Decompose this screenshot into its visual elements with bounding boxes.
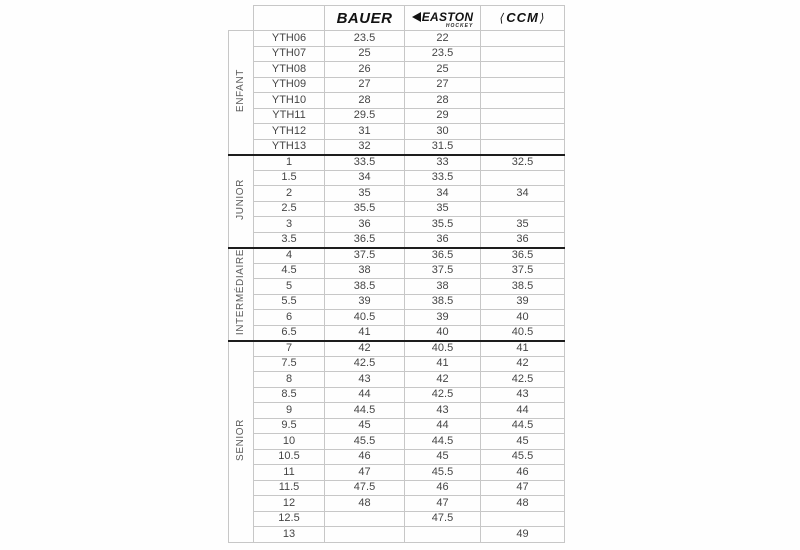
easton-cell: 25: [405, 62, 481, 78]
table-row: [229, 93, 565, 109]
size-cell: 8: [254, 372, 325, 388]
ccm-cell: [481, 108, 565, 124]
bauer-cell: 47.5: [325, 480, 405, 496]
easton-cell: 41: [405, 356, 481, 372]
header-size-cell: [254, 6, 325, 31]
table-row: [229, 418, 565, 434]
size-cell: 4: [254, 248, 325, 264]
bauer-cell: 36: [325, 217, 405, 233]
bauer-cell: 28: [325, 93, 405, 109]
ccm-cell: 38.5: [481, 279, 565, 295]
easton-cell: 45: [405, 449, 481, 465]
easton-cell: 40.5: [405, 341, 481, 357]
ccm-cell: 36: [481, 232, 565, 248]
size-cell: 10: [254, 434, 325, 450]
ccm-cell: 41: [481, 341, 565, 357]
size-cell: 9.5: [254, 418, 325, 434]
bauer-cell: 37.5: [325, 248, 405, 264]
table-row: [229, 279, 565, 295]
size-cell: YTH08: [254, 62, 325, 78]
section-label-intermediaire: [229, 248, 254, 341]
easton-cell: 47: [405, 496, 481, 512]
bauer-cell: 44.5: [325, 403, 405, 419]
ccm-cell: 45.5: [481, 449, 565, 465]
bauer-cell: 32: [325, 139, 405, 155]
size-cell: 11: [254, 465, 325, 481]
table-row: [229, 77, 565, 93]
section-label-text: INTERMÉDIAIRE: [235, 249, 246, 336]
size-cell: YTH07: [254, 46, 325, 62]
bauer-cell: 35.5: [325, 201, 405, 217]
table-row: [229, 387, 565, 403]
table-row: [229, 341, 565, 357]
table-row: [229, 139, 565, 155]
size-cell: YTH06: [254, 31, 325, 47]
easton-arrow-icon: [412, 12, 421, 22]
table-row: [229, 232, 565, 248]
size-cell: 6: [254, 310, 325, 326]
ccm-cell: 46: [481, 465, 565, 481]
size-cell: 7: [254, 341, 325, 357]
ccm-logo: ⟨ CCM ⟩: [500, 10, 546, 25]
size-cell: 3.5: [254, 232, 325, 248]
size-cell: 6.5: [254, 325, 325, 341]
size-cell: 2: [254, 186, 325, 202]
ccm-cell: [481, 77, 565, 93]
section-label-text: JUNIOR: [235, 179, 246, 220]
ccm-cell: 44: [481, 403, 565, 419]
size-cell: 5.5: [254, 294, 325, 310]
easton-cell: 22: [405, 31, 481, 47]
ccm-cell: 47: [481, 480, 565, 496]
bauer-logo: BAUER: [336, 9, 393, 27]
bauer-cell: 42: [325, 341, 405, 357]
size-cell: 3: [254, 217, 325, 233]
size-cell: 12: [254, 496, 325, 512]
size-cell: YTH10: [254, 93, 325, 109]
header-easton-cell: [405, 6, 481, 31]
ccm-cell: [481, 62, 565, 78]
table-row: [229, 46, 565, 62]
bauer-cell: 45.5: [325, 434, 405, 450]
table-row: [229, 263, 565, 279]
bauer-cell: 38.5: [325, 279, 405, 295]
ccm-cell: [481, 139, 565, 155]
easton-cell: 29: [405, 108, 481, 124]
ccm-cell: [481, 31, 565, 47]
ccm-cell: 36.5: [481, 248, 565, 264]
size-cell: YTH12: [254, 124, 325, 140]
easton-cell: 46: [405, 480, 481, 496]
table-row: [229, 372, 565, 388]
size-cell: YTH11: [254, 108, 325, 124]
ccm-cell: 48: [481, 496, 565, 512]
header-spacer: [229, 6, 254, 31]
header-bauer-cell: [325, 6, 405, 31]
bauer-cell: 38: [325, 263, 405, 279]
section-label-text: ENFANT: [235, 69, 246, 113]
size-cell: 5: [254, 279, 325, 295]
table-row: [229, 403, 565, 419]
bauer-cell: 26: [325, 62, 405, 78]
ccm-cell: 39: [481, 294, 565, 310]
header-ccm-cell: [481, 6, 565, 31]
bauer-cell: 46: [325, 449, 405, 465]
section-label-junior: [229, 155, 254, 248]
table-row: [229, 465, 565, 481]
table-row: [229, 108, 565, 124]
size-cell: 9: [254, 403, 325, 419]
bauer-cell: 40.5: [325, 310, 405, 326]
easton-logo: [412, 10, 474, 29]
size-cell: 11.5: [254, 480, 325, 496]
easton-cell: 45.5: [405, 465, 481, 481]
size-cell: 1: [254, 155, 325, 171]
easton-cell: 39: [405, 310, 481, 326]
easton-cell: 23.5: [405, 46, 481, 62]
bauer-cell: 25: [325, 46, 405, 62]
ccm-cell: 45: [481, 434, 565, 450]
easton-logo-text: EASTON: [421, 10, 474, 24]
bauer-cell: 27: [325, 77, 405, 93]
bauer-cell: 48: [325, 496, 405, 512]
bauer-cell: 41: [325, 325, 405, 341]
bauer-cell: 39: [325, 294, 405, 310]
bauer-cell: 42.5: [325, 356, 405, 372]
easton-cell: 33: [405, 155, 481, 171]
size-cell: 4.5: [254, 263, 325, 279]
table-row: [229, 294, 565, 310]
easton-cell: 43: [405, 403, 481, 419]
table-row: [229, 496, 565, 512]
bauer-cell: 33.5: [325, 155, 405, 171]
easton-cell: 42.5: [405, 387, 481, 403]
size-cell: 7.5: [254, 356, 325, 372]
table-body: [229, 31, 565, 543]
table-row: [229, 449, 565, 465]
ccm-cell: 42.5: [481, 372, 565, 388]
bauer-cell: 34: [325, 170, 405, 186]
bauer-cell: 35: [325, 186, 405, 202]
ccm-cell: 34: [481, 186, 565, 202]
easton-cell: 34: [405, 186, 481, 202]
table-row: [229, 201, 565, 217]
easton-cell: 30: [405, 124, 481, 140]
size-cell: 10.5: [254, 449, 325, 465]
easton-cell: 37.5: [405, 263, 481, 279]
ccm-cell: 40.5: [481, 325, 565, 341]
table-row: [229, 356, 565, 372]
table-row: [229, 170, 565, 186]
easton-cell: 33.5: [405, 170, 481, 186]
table-row: [229, 124, 565, 140]
bauer-cell: 36.5: [325, 232, 405, 248]
ccm-cell: 43: [481, 387, 565, 403]
bauer-cell: 45: [325, 418, 405, 434]
bauer-cell: 23.5: [325, 31, 405, 47]
easton-cell: 44: [405, 418, 481, 434]
easton-cell: 40: [405, 325, 481, 341]
table-row: [229, 511, 565, 527]
table-row: [229, 62, 565, 78]
easton-cell: 44.5: [405, 434, 481, 450]
table-row: [229, 310, 565, 326]
size-cell: 12.5: [254, 511, 325, 527]
section-label-enfant: [229, 31, 254, 155]
table-row: [229, 155, 565, 171]
skate-size-table: [228, 5, 565, 543]
ccm-cell: 37.5: [481, 263, 565, 279]
easton-cell: 35.5: [405, 217, 481, 233]
size-cell: 8.5: [254, 387, 325, 403]
size-cell: 1.5: [254, 170, 325, 186]
ccm-cell: 42: [481, 356, 565, 372]
size-cell: YTH09: [254, 77, 325, 93]
easton-cell: [405, 527, 481, 543]
ccm-cell: [481, 511, 565, 527]
ccm-cell: 49: [481, 527, 565, 543]
bauer-cell: 31: [325, 124, 405, 140]
section-label-text: SENIOR: [235, 419, 246, 461]
easton-logo-subtext: HOCKEY: [445, 23, 474, 29]
easton-cell: 38: [405, 279, 481, 295]
easton-cell: 42: [405, 372, 481, 388]
bauer-cell: 43: [325, 372, 405, 388]
header-row: [229, 6, 565, 31]
ccm-cell: 35: [481, 217, 565, 233]
size-cell: YTH13: [254, 139, 325, 155]
ccm-cell: 44.5: [481, 418, 565, 434]
easton-cell: 35: [405, 201, 481, 217]
table-row: [229, 186, 565, 202]
table-row: [229, 434, 565, 450]
ccm-cell: [481, 201, 565, 217]
bauer-cell: [325, 511, 405, 527]
table-row: [229, 217, 565, 233]
ccm-cell: 32.5: [481, 155, 565, 171]
ccm-cell: [481, 170, 565, 186]
ccm-cell: 40: [481, 310, 565, 326]
easton-cell: 31.5: [405, 139, 481, 155]
table-row: [229, 480, 565, 496]
ccm-cell: [481, 124, 565, 140]
easton-cell: 47.5: [405, 511, 481, 527]
easton-cell: 27: [405, 77, 481, 93]
easton-cell: 38.5: [405, 294, 481, 310]
bauer-cell: 47: [325, 465, 405, 481]
bauer-cell: 44: [325, 387, 405, 403]
ccm-cell: [481, 93, 565, 109]
table-row: [229, 31, 565, 47]
size-cell: 2.5: [254, 201, 325, 217]
ccm-cell: [481, 46, 565, 62]
easton-cell: 36: [405, 232, 481, 248]
table-row: [229, 325, 565, 341]
easton-cell: 28: [405, 93, 481, 109]
bauer-cell: [325, 527, 405, 543]
table-row: [229, 527, 565, 543]
section-label-senior: [229, 341, 254, 543]
bauer-cell: 29.5: [325, 108, 405, 124]
size-cell: 13: [254, 527, 325, 543]
table-row: [229, 248, 565, 264]
easton-cell: 36.5: [405, 248, 481, 264]
